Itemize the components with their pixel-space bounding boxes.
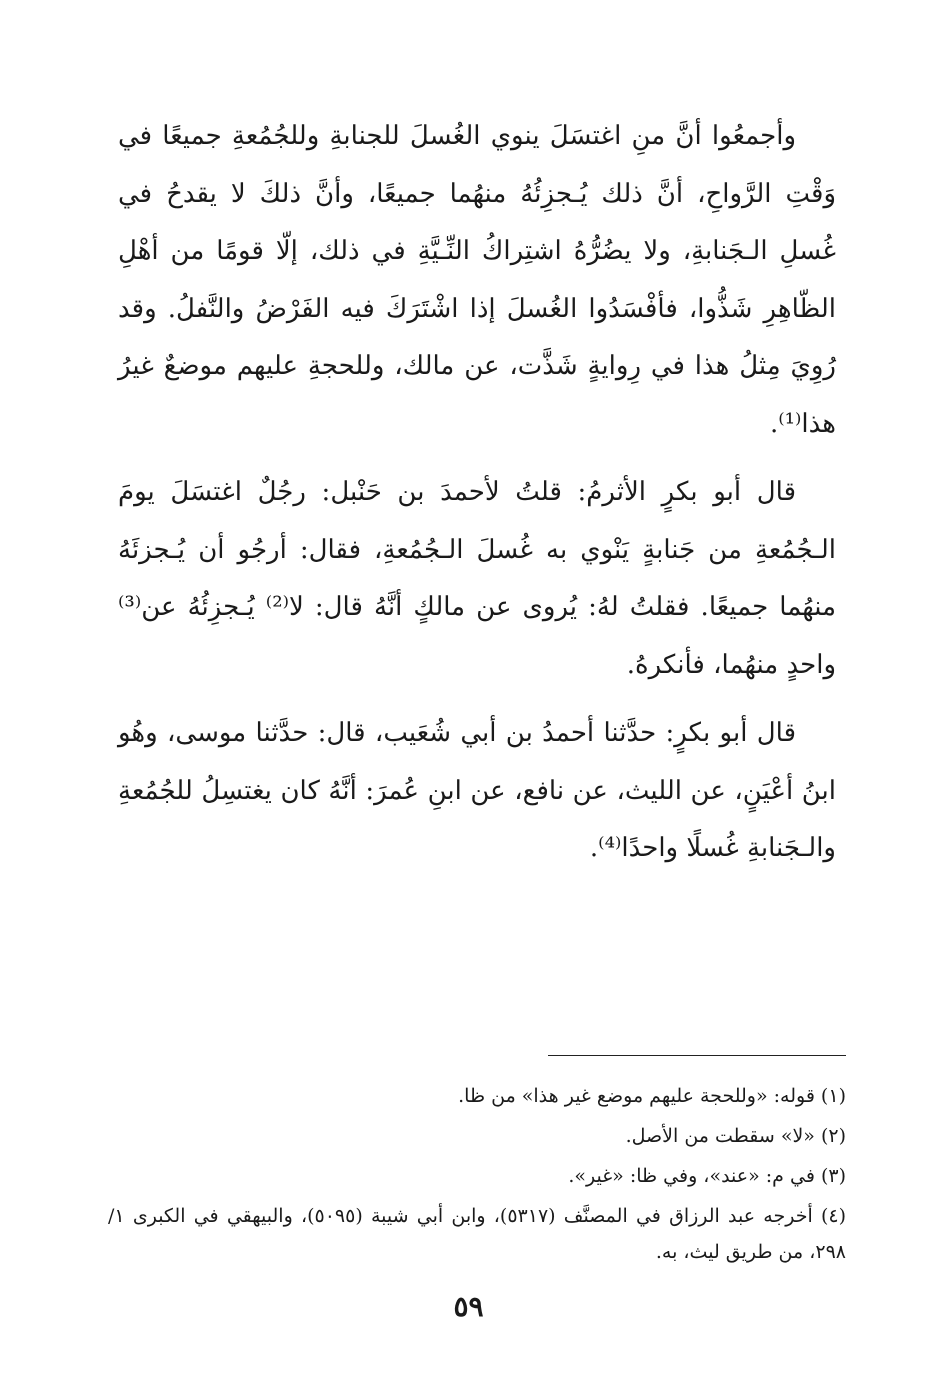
paragraph-1: وأجمعُوا أنَّ منِ اغتسَلَ ينوي الغُسلَ للجنابةِ وللجُمُعةِ جميعًا في وَقْتِ الرَّواحِ، أنَّ ذلك يُـجزِئُهُ منهُما جميعًا، وأنَّ ذلكَ لا يقدحُ في غُسلِ الـجَنابةِ، ولا يضُرُّهُ اشتِراكُ النِّـيَّةِ في ذلك، إلّا قومًا من أهْلِ الظّاهِرِ شَذُّوا، فأفْسَدُوا الغُسلَ إذا اشْتَرَكَ فيه الفَرْضُ والنَّفلُ. وقد رُوِيَ مِثلُ هذا في رِوايةٍ شَذَّت، عن مالك، وللحجةِ عليهم موضعٌ غيرُ هذا⁽¹⁾. bbox=[118, 121, 836, 439]
footnote-separator bbox=[548, 1055, 846, 1056]
footnote-4: (٤) أخرجه عبد الرزاق في المصنَّف (٥٣١٧)، وابن أبي شيبة (٥٠٩٥)، والبيهقي في الكبرى ١/ ٢٩٨، من طريق ليث، به. bbox=[108, 1205, 846, 1263]
footnote-1: (١) قوله: «وللحجة عليهم موضع غير هذا» من ظا. bbox=[458, 1085, 846, 1107]
footnotes bbox=[108, 1078, 846, 1274]
paragraph-2: قال أبو بكرٍ الأثرمُ: قلتُ لأحمدَ بن حَنْبل: رجُلٌ اغتسَلَ يومَ الـجُمُعةِ من جَنابةٍ يَنْوي به غُسلَ الـجُمُعةِ، فقال: أرجُو أن يُـجزئَهُ منهُما جميعًا. فقلتُ لهُ: يُروى عن مالكٍ أنَّهُ قال: لا⁽²⁾ يُـجزِئُهُ عن⁽³⁾ واحدٍ منهُما، فأنكرهُ. bbox=[118, 477, 836, 680]
page-number: ٥٩ bbox=[453, 1290, 484, 1323]
paragraph-3: قال أبو بكرٍ: حدَّثنا أحمدُ بن أبي شُعَيب، قال: حدَّثنا موسى، وهُو ابنُ أعْيَنٍ، عن الليث، عن نافع، عن ابنِ عُمرَ: أنَّهُ كان يغتسِلُ للجُمُعةِ والـجَنابةِ غُسلًا واحدًا⁽⁴⁾. bbox=[118, 718, 836, 863]
footnote-3: (٣) في م: «عند»، وفي ظا: «غير». bbox=[568, 1165, 846, 1187]
footnote-2: (٢) «لا» سقطت من الأصل. bbox=[625, 1125, 846, 1147]
main-text bbox=[118, 108, 836, 889]
